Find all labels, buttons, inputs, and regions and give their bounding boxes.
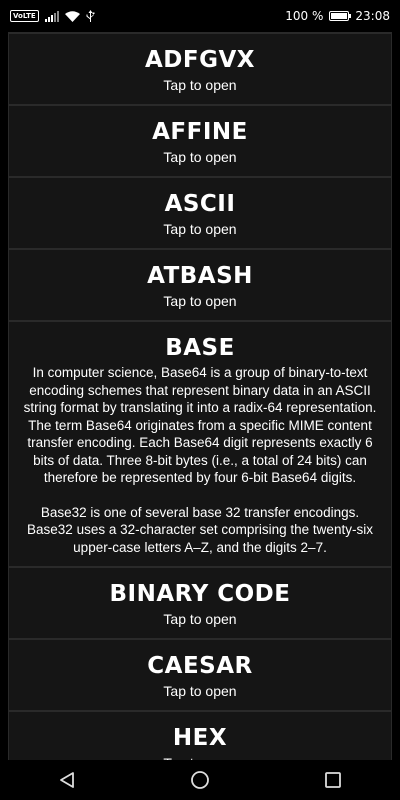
- description-paragraph: Base32 is one of several base 32 transfer encodings. Base32 uses a 32-character set comprising the twenty-six upper-case letters A–Z, and the digits 2–7.: [27, 504, 373, 555]
- card-title: ATBASH: [147, 263, 253, 289]
- status-right: [285, 9, 390, 23]
- card-title: ADFGVX: [144, 47, 255, 73]
- back-button[interactable]: [37, 760, 97, 800]
- usb-icon: [86, 10, 95, 22]
- card-description: [19, 364, 381, 556]
- recents-button[interactable]: [303, 760, 363, 800]
- card-subtitle: Tap to open: [163, 683, 237, 699]
- cipher-card-binary-code[interactable]: [8, 568, 392, 640]
- battery-fill: [331, 13, 347, 19]
- signal-icon: [45, 11, 59, 22]
- cipher-list[interactable]: [0, 32, 400, 760]
- status-left: [10, 10, 95, 22]
- navigation-bar: [0, 760, 400, 800]
- card-subtitle: Tap to open: [163, 611, 237, 627]
- card-title: AFFINE: [152, 119, 248, 145]
- card-subtitle: Tap to open: [163, 221, 237, 237]
- home-circle-icon: [190, 770, 210, 790]
- battery-icon: [329, 11, 349, 21]
- cipher-card-base[interactable]: [8, 322, 392, 568]
- cipher-card-affine[interactable]: [8, 106, 392, 178]
- wifi-icon: [65, 11, 80, 22]
- volte-badge: VoLTE: [10, 10, 39, 22]
- card-title: BINARY CODE: [109, 581, 291, 607]
- description-paragraph: In computer science, Base64 is a group of binary-to-text encoding schemes that represent binary data in an ASCII string format by translating it into a radix-64 representation. The term Base64 originates from a specific MIME content transfer encoding. Each Base64 digit represents exactly 6 bits of data. Three 8-bit bytes (i.e., a total of 24 bits) can therefore be represented by four 6-bit Base64 digits.: [23, 365, 377, 485]
- card-subtitle: Tap to open: [163, 149, 237, 165]
- cipher-card-caesar[interactable]: [8, 640, 392, 712]
- cipher-card-adfgvx[interactable]: [8, 34, 392, 106]
- battery-percent: 100 %: [285, 9, 324, 23]
- card-subtitle: Tap to open: [163, 77, 237, 93]
- cipher-card-atbash[interactable]: [8, 250, 392, 322]
- clock: 23:08: [355, 9, 390, 23]
- card-title: BASE: [165, 335, 235, 361]
- card-title: CAESAR: [147, 653, 253, 679]
- home-button[interactable]: [170, 760, 230, 800]
- recents-square-icon: [324, 771, 342, 789]
- back-triangle-icon: [58, 771, 76, 789]
- cipher-card-ascii[interactable]: [8, 178, 392, 250]
- card-subtitle: Tap to open: [163, 293, 237, 309]
- status-bar: [0, 0, 400, 32]
- card-title: ASCII: [164, 191, 236, 217]
- card-title: HEX: [172, 725, 228, 751]
